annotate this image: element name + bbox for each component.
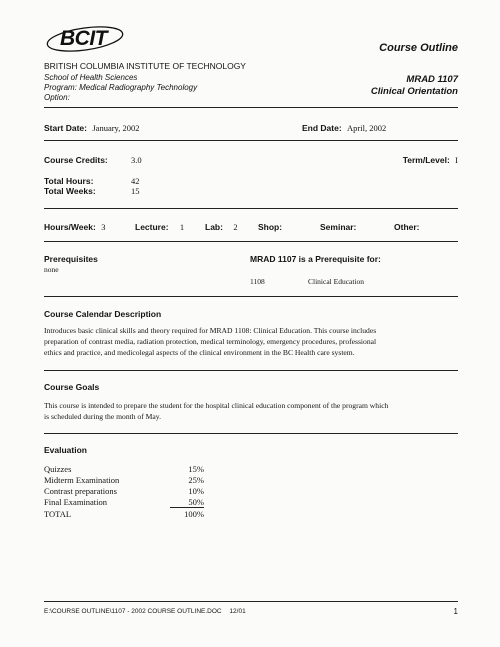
evaluation-item-label: Final Examination <box>44 497 108 507</box>
prereq-divider <box>44 296 458 297</box>
dates-divider <box>44 140 458 141</box>
calendar-line-1: Introduces basic clinical skills and theory required for MRAD 1108: Clinical Education. This course includes <box>44 326 377 335</box>
lab-label: Lab: <box>205 222 223 232</box>
evaluation-item-label: Contrast preparations <box>44 486 117 496</box>
calendar-line-3: ethics and practice, and medicolegal aspects of the clinical environment in the BC Health care system. <box>44 348 355 357</box>
evaluation-item-label: Midterm Examination <box>44 475 120 485</box>
evaluation-item-value: 10% <box>188 486 204 496</box>
lab <box>205 222 238 232</box>
logo-text: BCIT <box>60 27 107 50</box>
evaluation-row <box>44 486 204 497</box>
other-label: Other: <box>394 222 420 232</box>
footer-date: 12/01 <box>229 608 246 615</box>
lab-value: 2 <box>233 222 238 232</box>
evaluation-item-value: 50% <box>188 497 204 507</box>
total-hours-value: 42 <box>131 176 140 186</box>
end-date <box>302 123 386 133</box>
goals-line-2: is scheduled during the month of May. <box>44 412 161 421</box>
start-date-value: January, 2002 <box>92 123 140 133</box>
hours-week <box>44 222 105 232</box>
total-weeks-label: Total Weeks: <box>44 186 96 196</box>
end-date-value: April, 2002 <box>347 123 387 133</box>
course-code: MRAD 1107 <box>406 74 458 85</box>
next-course-number: 1108 <box>250 277 265 286</box>
hours-divider <box>44 241 458 242</box>
total-weeks-value: 15 <box>131 186 140 196</box>
lecture-value: 1 <box>179 222 185 232</box>
hours-week-value: 3 <box>101 222 106 232</box>
page-number: 1 <box>453 607 458 616</box>
program-name: Program: Medical Radiography Technology <box>44 83 198 92</box>
start-date-label: Start Date: <box>44 123 87 133</box>
school-name: School of Health Sciences <box>44 73 138 82</box>
evaluation-row <box>44 464 204 475</box>
credits-label: Course Credits: <box>44 155 108 165</box>
prerequisite-for-heading: MRAD 1107 is a Prerequisite for: <box>250 254 381 264</box>
term-level-value: I <box>455 155 458 165</box>
term-level-label: Term/Level: <box>402 155 450 165</box>
end-date-label: End Date: <box>302 123 342 133</box>
footer-file-path: E:\COURSE OUTLINE\1107 - 2002 COURSE OUTLINE.DOC <box>44 608 222 615</box>
calendar-line-2: preparation of contrast media, radiation protection, medical terminology, emergency procedures, professional <box>44 337 377 346</box>
evaluation-total-value: 100% <box>184 509 204 519</box>
institute-name: BRITISH COLUMBIA INSTITUTE OF TECHNOLOGY <box>44 61 246 71</box>
credits-value: 3.0 <box>131 155 142 165</box>
evaluation-total-row <box>44 509 204 520</box>
doc-type: Course Outline <box>379 42 458 54</box>
option-label: Option: <box>44 93 70 102</box>
evaluation-item-value: 25% <box>188 475 204 485</box>
evaluation-total-label: TOTAL <box>44 509 72 519</box>
evaluation-item-value: 15% <box>188 464 204 474</box>
evaluation-row <box>44 475 204 486</box>
lecture-label: Lecture: <box>135 222 169 232</box>
goals-divider <box>44 433 458 434</box>
prerequisites-value: none <box>44 265 59 274</box>
footer-path <box>44 608 246 615</box>
next-course-name: Clinical Education <box>308 277 365 286</box>
term-level <box>403 155 458 165</box>
evaluation-heading: Evaluation <box>44 445 87 455</box>
calendar-heading: Course Calendar Description <box>44 309 162 319</box>
total-underline <box>170 507 204 508</box>
prerequisites-heading: Prerequisites <box>44 254 98 264</box>
lecture <box>135 222 184 232</box>
total-hours-label: Total Hours: <box>44 176 94 186</box>
hours-week-label: Hours/Week: <box>44 222 96 232</box>
course-title: Clinical Orientation <box>370 86 458 97</box>
evaluation-item-label: Quizzes <box>44 464 72 474</box>
calendar-divider <box>44 370 458 371</box>
shop-label: Shop: <box>258 222 283 232</box>
start-date <box>44 123 140 133</box>
bcit-logo <box>44 24 126 54</box>
credits-divider <box>44 208 458 209</box>
footer-divider <box>44 601 458 602</box>
seminar-label: Seminar: <box>320 222 357 232</box>
goals-line-1: This course is intended to prepare the student for the hospital clinical education component of the program which <box>44 401 389 410</box>
header-divider <box>44 107 458 108</box>
goals-heading: Course Goals <box>44 382 100 392</box>
